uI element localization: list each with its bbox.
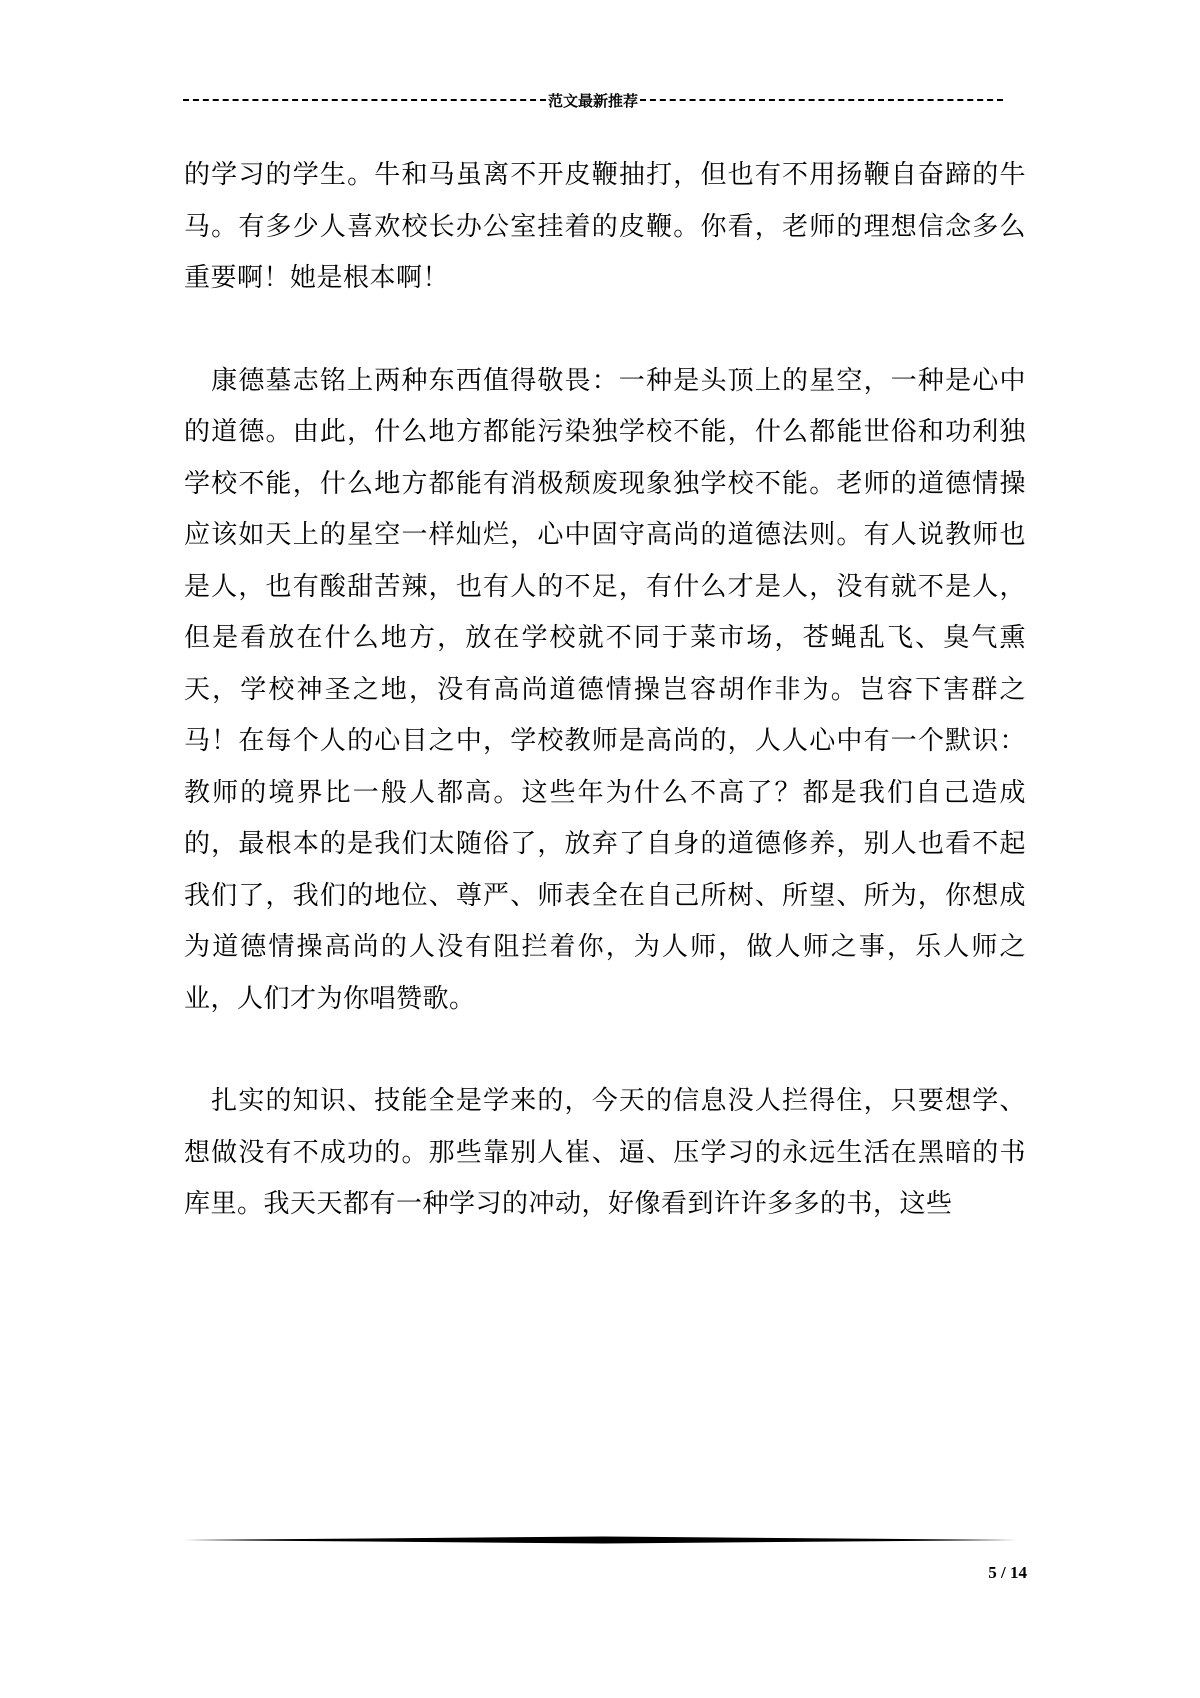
header-title: 范文最新推荐	[548, 93, 639, 110]
document-body	[184, 150, 1026, 1231]
page-number: 5 / 14	[988, 1563, 1027, 1582]
footer-divider	[183, 1535, 1023, 1545]
page-header	[183, 88, 1003, 112]
paragraph-2: 康德墓志铭上两种东西值得敬畏：一种是头顶上的星空，一种是心中的道德。由此，什么地方都能污染独学校不能，什么都能世俗和功利独学校不能，什么地方都能有消极颓废现象独学校不能。老师的道德情操应该如天上的星空一样灿烂，心中固守高尚的道德法则。有人说教师也是人，也有酸甜苦辣，也有人的不足，有什么才是人，没有就不是人，但是看放在什么地方，放在学校就不同于菜市场，苍蝇乱飞、臭气熏天，学校神圣之地，没有高尚道德情操岂容胡作非为。岂容下害群之马！在每个人的心目之中，学校教师是高尚的，人人心中有一个默识：教师的境界比一般人都高。这些年为什么不高了？都是我们自己造成的，最根本的是我们太随俗了，放弃了自身的道德修养，别人也看不起我们了，我们的地位、尊严、师表全在自己所树、所望、所为，你想成为道德情操高尚的人没有阻拦着你，为人师，做人师之事，乐人师之业，人们才为你唱赞歌。	[184, 365, 1026, 1014]
header-dashes-right	[640, 99, 1003, 103]
header-dashes-left	[183, 99, 546, 103]
paragraph-1: 的学习的学生。牛和马虽离不开皮鞭抽打，但也有不用扬鞭自奋蹄的牛马。有多少人喜欢校长办公室挂着的皮鞭。你看，老师的理想信念多么重要啊！她是根本啊！	[184, 160, 1026, 293]
paragraph-3: 扎实的知识、技能全是学来的，今天的信息没人拦得住，只要想学、想做没有不成功的。那些靠别人崔、逼、压学习的永远生活在黑暗的书库里。我天天都有一种学习的冲动，好像看到许许多多的书，这些	[184, 1086, 1026, 1219]
